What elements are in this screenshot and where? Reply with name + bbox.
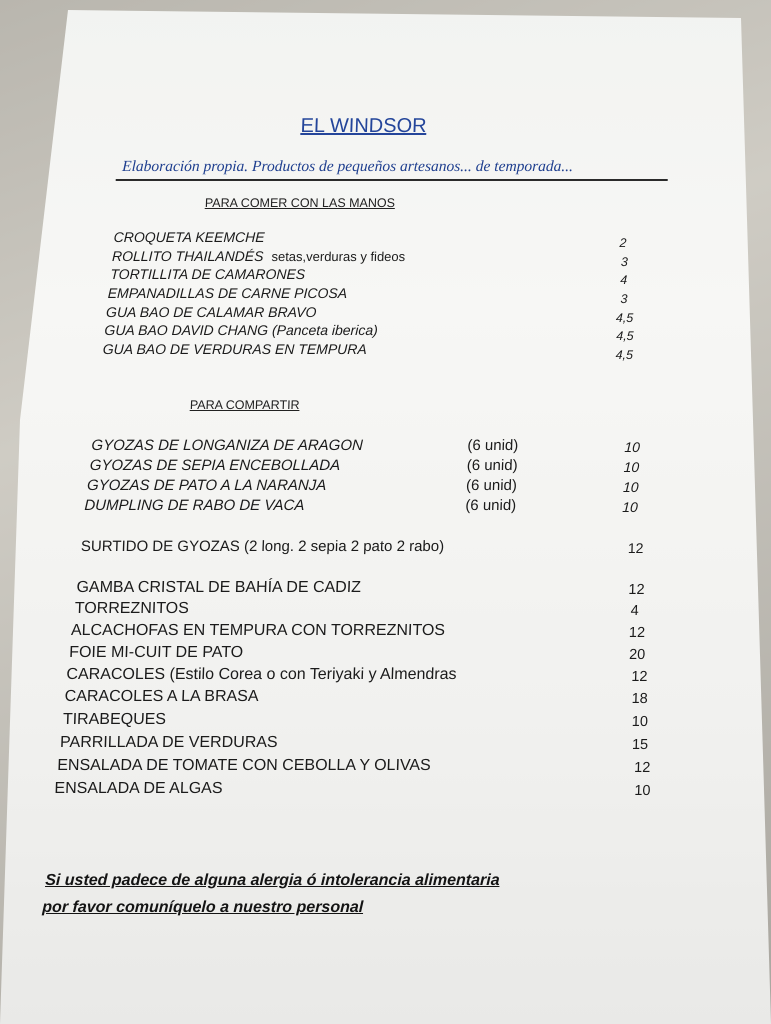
gyoza-row bbox=[87, 477, 327, 495]
item-price: 4 bbox=[619, 273, 628, 287]
item-price-cell bbox=[620, 271, 628, 289]
item-name: FOIE MI-CUIT DE PATO bbox=[68, 644, 244, 661]
item-name: GYOZAS DE PATO A LA NARANJA bbox=[86, 477, 327, 494]
compartir-row bbox=[76, 579, 361, 597]
item-price-cell bbox=[631, 713, 648, 731]
gyoza-row bbox=[89, 457, 340, 475]
item-price: 10 bbox=[623, 459, 640, 475]
item-name: GUA BAO DE VERDURAS EN TEMPURA bbox=[102, 341, 368, 357]
item-price: 4,5 bbox=[615, 348, 634, 362]
item-price: 4 bbox=[630, 603, 640, 619]
item-price: 4,5 bbox=[616, 329, 634, 343]
item-units: (6 unid) bbox=[465, 497, 517, 514]
item-name: ROLLITO THAILANDÉS bbox=[111, 248, 264, 264]
item-price-cell bbox=[615, 346, 633, 364]
item-description: setas,verduras y fideos bbox=[271, 249, 406, 264]
item-name: CARACOLES (Estilo Corea o con Teriyaki y Almendras bbox=[66, 666, 457, 683]
item-price-cell bbox=[623, 459, 639, 477]
item-price-cell bbox=[616, 327, 634, 345]
surtido-row bbox=[81, 538, 445, 556]
menu-item-row bbox=[102, 341, 367, 359]
item-units: (6 unid) bbox=[467, 437, 519, 454]
compartir-row bbox=[66, 666, 457, 684]
compartir-row bbox=[74, 600, 189, 618]
item-price: 12 bbox=[628, 625, 646, 641]
restaurant-title: EL WINDSOR bbox=[300, 115, 427, 137]
item-name: GAMBA CRISTAL DE BAHÍA DE CADIZ bbox=[76, 579, 362, 596]
menu-item-row bbox=[107, 285, 347, 303]
item-name: CROQUETA KEEMCHE bbox=[113, 229, 265, 245]
item-price-cell bbox=[621, 253, 629, 271]
tagline: Elaboración propia. Productos de pequeños artesanos... de temporada... bbox=[121, 158, 574, 175]
item-price: 10 bbox=[634, 783, 651, 799]
item-price-cell bbox=[631, 668, 648, 686]
item-name: GYOZAS DE SEPIA ENCEBOLLADA bbox=[89, 457, 341, 474]
unit-cell bbox=[465, 497, 516, 515]
compartir-row bbox=[64, 688, 259, 706]
section-heading-para-compartir: PARA COMPARTIR bbox=[189, 398, 300, 412]
item-price-cell bbox=[620, 290, 628, 308]
item-name: TIRABEQUES bbox=[62, 711, 167, 728]
item-name: PARRILLADA DE VERDURAS bbox=[59, 734, 278, 751]
item-price: 10 bbox=[622, 479, 639, 495]
item-price: 15 bbox=[631, 737, 649, 753]
item-price: 12 bbox=[627, 540, 644, 556]
menu-item-row bbox=[106, 304, 317, 322]
item-price-cell bbox=[629, 624, 646, 642]
item-units: (6 unid) bbox=[466, 457, 518, 474]
unit-cell bbox=[466, 477, 517, 495]
item-price-cell bbox=[622, 499, 638, 517]
item-price-cell bbox=[619, 234, 627, 252]
item-name: TORTILLITA DE CAMARONES bbox=[110, 266, 306, 282]
unit-cell bbox=[466, 457, 517, 475]
item-price: 4,5 bbox=[615, 311, 634, 325]
item-name: GUA BAO DAVID CHANG (Panceta iberica) bbox=[104, 322, 379, 338]
item-price: 10 bbox=[622, 499, 639, 515]
compartir-row bbox=[71, 622, 446, 640]
item-price: 3 bbox=[620, 255, 629, 269]
item-name: ENSALADA DE TOMATE CON CEBOLLA Y OLIVAS bbox=[56, 757, 432, 774]
gyoza-row bbox=[91, 437, 363, 455]
item-name: TORREZNITOS bbox=[74, 600, 190, 617]
item-price-cell bbox=[623, 479, 639, 497]
item-price: 20 bbox=[628, 647, 646, 663]
item-price: 12 bbox=[633, 760, 651, 776]
compartir-row bbox=[57, 757, 431, 775]
item-name: DUMPLING DE RABO DE VACA bbox=[84, 497, 305, 514]
item-name: GUA BAO DE CALAMAR BRAVO bbox=[105, 304, 317, 320]
menu-item-row bbox=[104, 322, 378, 340]
item-name: GYOZAS DE LONGANIZA DE ARAGON bbox=[91, 437, 364, 454]
item-price-cell bbox=[634, 759, 651, 777]
item-price-cell bbox=[628, 581, 645, 599]
item-price: 10 bbox=[624, 439, 641, 455]
item-name: ENSALADA DE ALGAS bbox=[54, 780, 223, 797]
menu-item-row bbox=[113, 229, 265, 247]
unit-cell bbox=[467, 437, 518, 455]
item-name: EMPANADILLAS DE CARNE PICOSA bbox=[107, 285, 348, 301]
item-price-cell bbox=[634, 782, 651, 800]
item-price-cell bbox=[616, 309, 634, 327]
item-name: ALCACHOFAS EN TEMPURA CON TORREZNITOS bbox=[70, 622, 446, 639]
compartir-row bbox=[54, 780, 223, 798]
item-price: 3 bbox=[620, 292, 628, 306]
item-price-cell bbox=[631, 690, 648, 708]
item-units: (6 unid) bbox=[465, 477, 518, 494]
surtido-price bbox=[628, 540, 644, 558]
item-price-cell bbox=[632, 736, 649, 754]
compartir-row bbox=[69, 644, 244, 662]
item-name: SURTIDO DE GYOZAS (2 long. 2 sepia 2 pato 2 rabo) bbox=[80, 538, 445, 555]
tagline-underline bbox=[116, 179, 668, 181]
item-price-cell bbox=[624, 439, 640, 457]
item-price: 18 bbox=[631, 691, 649, 707]
compartir-row bbox=[60, 734, 278, 752]
item-price-cell bbox=[630, 602, 639, 620]
menu-item-row bbox=[110, 266, 305, 284]
item-price: 12 bbox=[631, 669, 648, 685]
compartir-row bbox=[63, 711, 167, 729]
allergy-note-line2: por favor comuníquelo a nuestro personal bbox=[42, 899, 364, 916]
item-price: 2 bbox=[619, 236, 627, 250]
gyoza-row bbox=[84, 497, 305, 515]
item-price-cell bbox=[629, 646, 646, 664]
allergy-note-line1: Si usted padece de alguna alergia ó intolerancia alimentaria bbox=[44, 872, 500, 889]
menu-item-row bbox=[112, 248, 406, 266]
item-price: 10 bbox=[631, 714, 649, 730]
item-price: 12 bbox=[628, 582, 645, 598]
item-name: CARACOLES A LA BRASA bbox=[64, 688, 259, 705]
section-heading-para-comer: PARA COMER CON LAS MANOS bbox=[204, 196, 396, 210]
